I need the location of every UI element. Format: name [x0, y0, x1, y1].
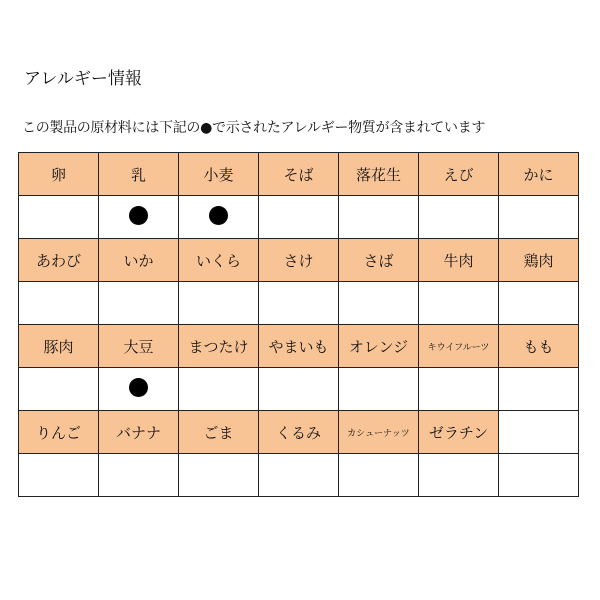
allergen-mark-cell [99, 282, 179, 325]
allergen-mark-cell [19, 282, 99, 325]
allergen-mark-cell [419, 282, 499, 325]
allergen-mark-cell [499, 454, 579, 497]
allergen-name-cell: ごま [179, 411, 259, 454]
allergen-mark-cell [19, 368, 99, 411]
allergen-name-cell: オレンジ [339, 325, 419, 368]
allergen-mark-cell [339, 368, 419, 411]
allergen-name-cell: 乳 [99, 153, 179, 196]
allergen-name-cell: 鶏肉 [499, 239, 579, 282]
allergen-mark-cell [259, 196, 339, 239]
allergen-mark-cell [259, 368, 339, 411]
allergen-name-row [19, 411, 579, 454]
allergen-name-cell: さけ [259, 239, 339, 282]
allergen-mark-row [19, 196, 579, 239]
allergen-mark-cell [499, 282, 579, 325]
page-title: アレルギー情報 [24, 69, 142, 89]
contains-dot-icon [129, 206, 148, 225]
allergen-name-cell: 小麦 [179, 153, 259, 196]
allergen-mark-cell [259, 282, 339, 325]
contains-dot-icon [129, 378, 148, 397]
allergen-mark-cell [339, 282, 419, 325]
allergen-name-cell: やまいも [259, 325, 339, 368]
allergen-mark-row [19, 282, 579, 325]
allergen-mark-cell [339, 454, 419, 497]
allergen-mark-cell [99, 368, 179, 411]
allergen-mark-cell [419, 454, 499, 497]
allergen-name-row [19, 325, 579, 368]
allergen-name-cell: さば [339, 239, 419, 282]
allergen-name-row [19, 153, 579, 196]
allergen-mark-cell [179, 196, 259, 239]
allergen-name-cell: そば [259, 153, 339, 196]
allergen-table [18, 152, 579, 497]
allergen-name-cell: いくら [179, 239, 259, 282]
allergen-mark-cell [19, 454, 99, 497]
allergen-name-row [19, 239, 579, 282]
allergen-name-cell: 牛肉 [419, 239, 499, 282]
allergen-name-cell: カシューナッツ [339, 411, 419, 454]
allergen-name-cell: 卵 [19, 153, 99, 196]
allergen-name-cell: 落花生 [339, 153, 419, 196]
allergen-name-cell: キウイフルーツ [419, 325, 499, 368]
allergen-name-cell: バナナ [99, 411, 179, 454]
allergen-mark-row [19, 454, 579, 497]
allergen-name-cell: かに [499, 153, 579, 196]
allergen-mark-cell [339, 196, 419, 239]
allergen-mark-cell [99, 454, 179, 497]
allergen-mark-cell [419, 368, 499, 411]
allergen-name-cell: 豚肉 [19, 325, 99, 368]
allergen-name-cell [499, 411, 579, 454]
allergen-mark-cell [179, 368, 259, 411]
allergen-name-cell: いか [99, 239, 179, 282]
allergen-name-cell: くるみ [259, 411, 339, 454]
allergen-name-cell: まつたけ [179, 325, 259, 368]
allergen-mark-cell [499, 196, 579, 239]
allergen-name-cell: ゼラチン [419, 411, 499, 454]
allergen-mark-row [19, 368, 579, 411]
allergen-mark-cell [179, 282, 259, 325]
allergen-mark-cell [499, 368, 579, 411]
allergen-name-cell: もも [499, 325, 579, 368]
allergen-mark-cell [259, 454, 339, 497]
allergen-name-cell: 大豆 [99, 325, 179, 368]
allergen-name-cell: えび [419, 153, 499, 196]
allergen-mark-cell [19, 196, 99, 239]
allergen-mark-cell [179, 454, 259, 497]
allergen-note: この製品の原材料には下記の●で示されたアレルギー物質が含まれています [22, 120, 486, 136]
allergen-name-cell: あわび [19, 239, 99, 282]
allergen-mark-cell [419, 196, 499, 239]
contains-dot-icon [209, 206, 228, 225]
allergen-mark-cell [99, 196, 179, 239]
allergen-name-cell: りんご [19, 411, 99, 454]
